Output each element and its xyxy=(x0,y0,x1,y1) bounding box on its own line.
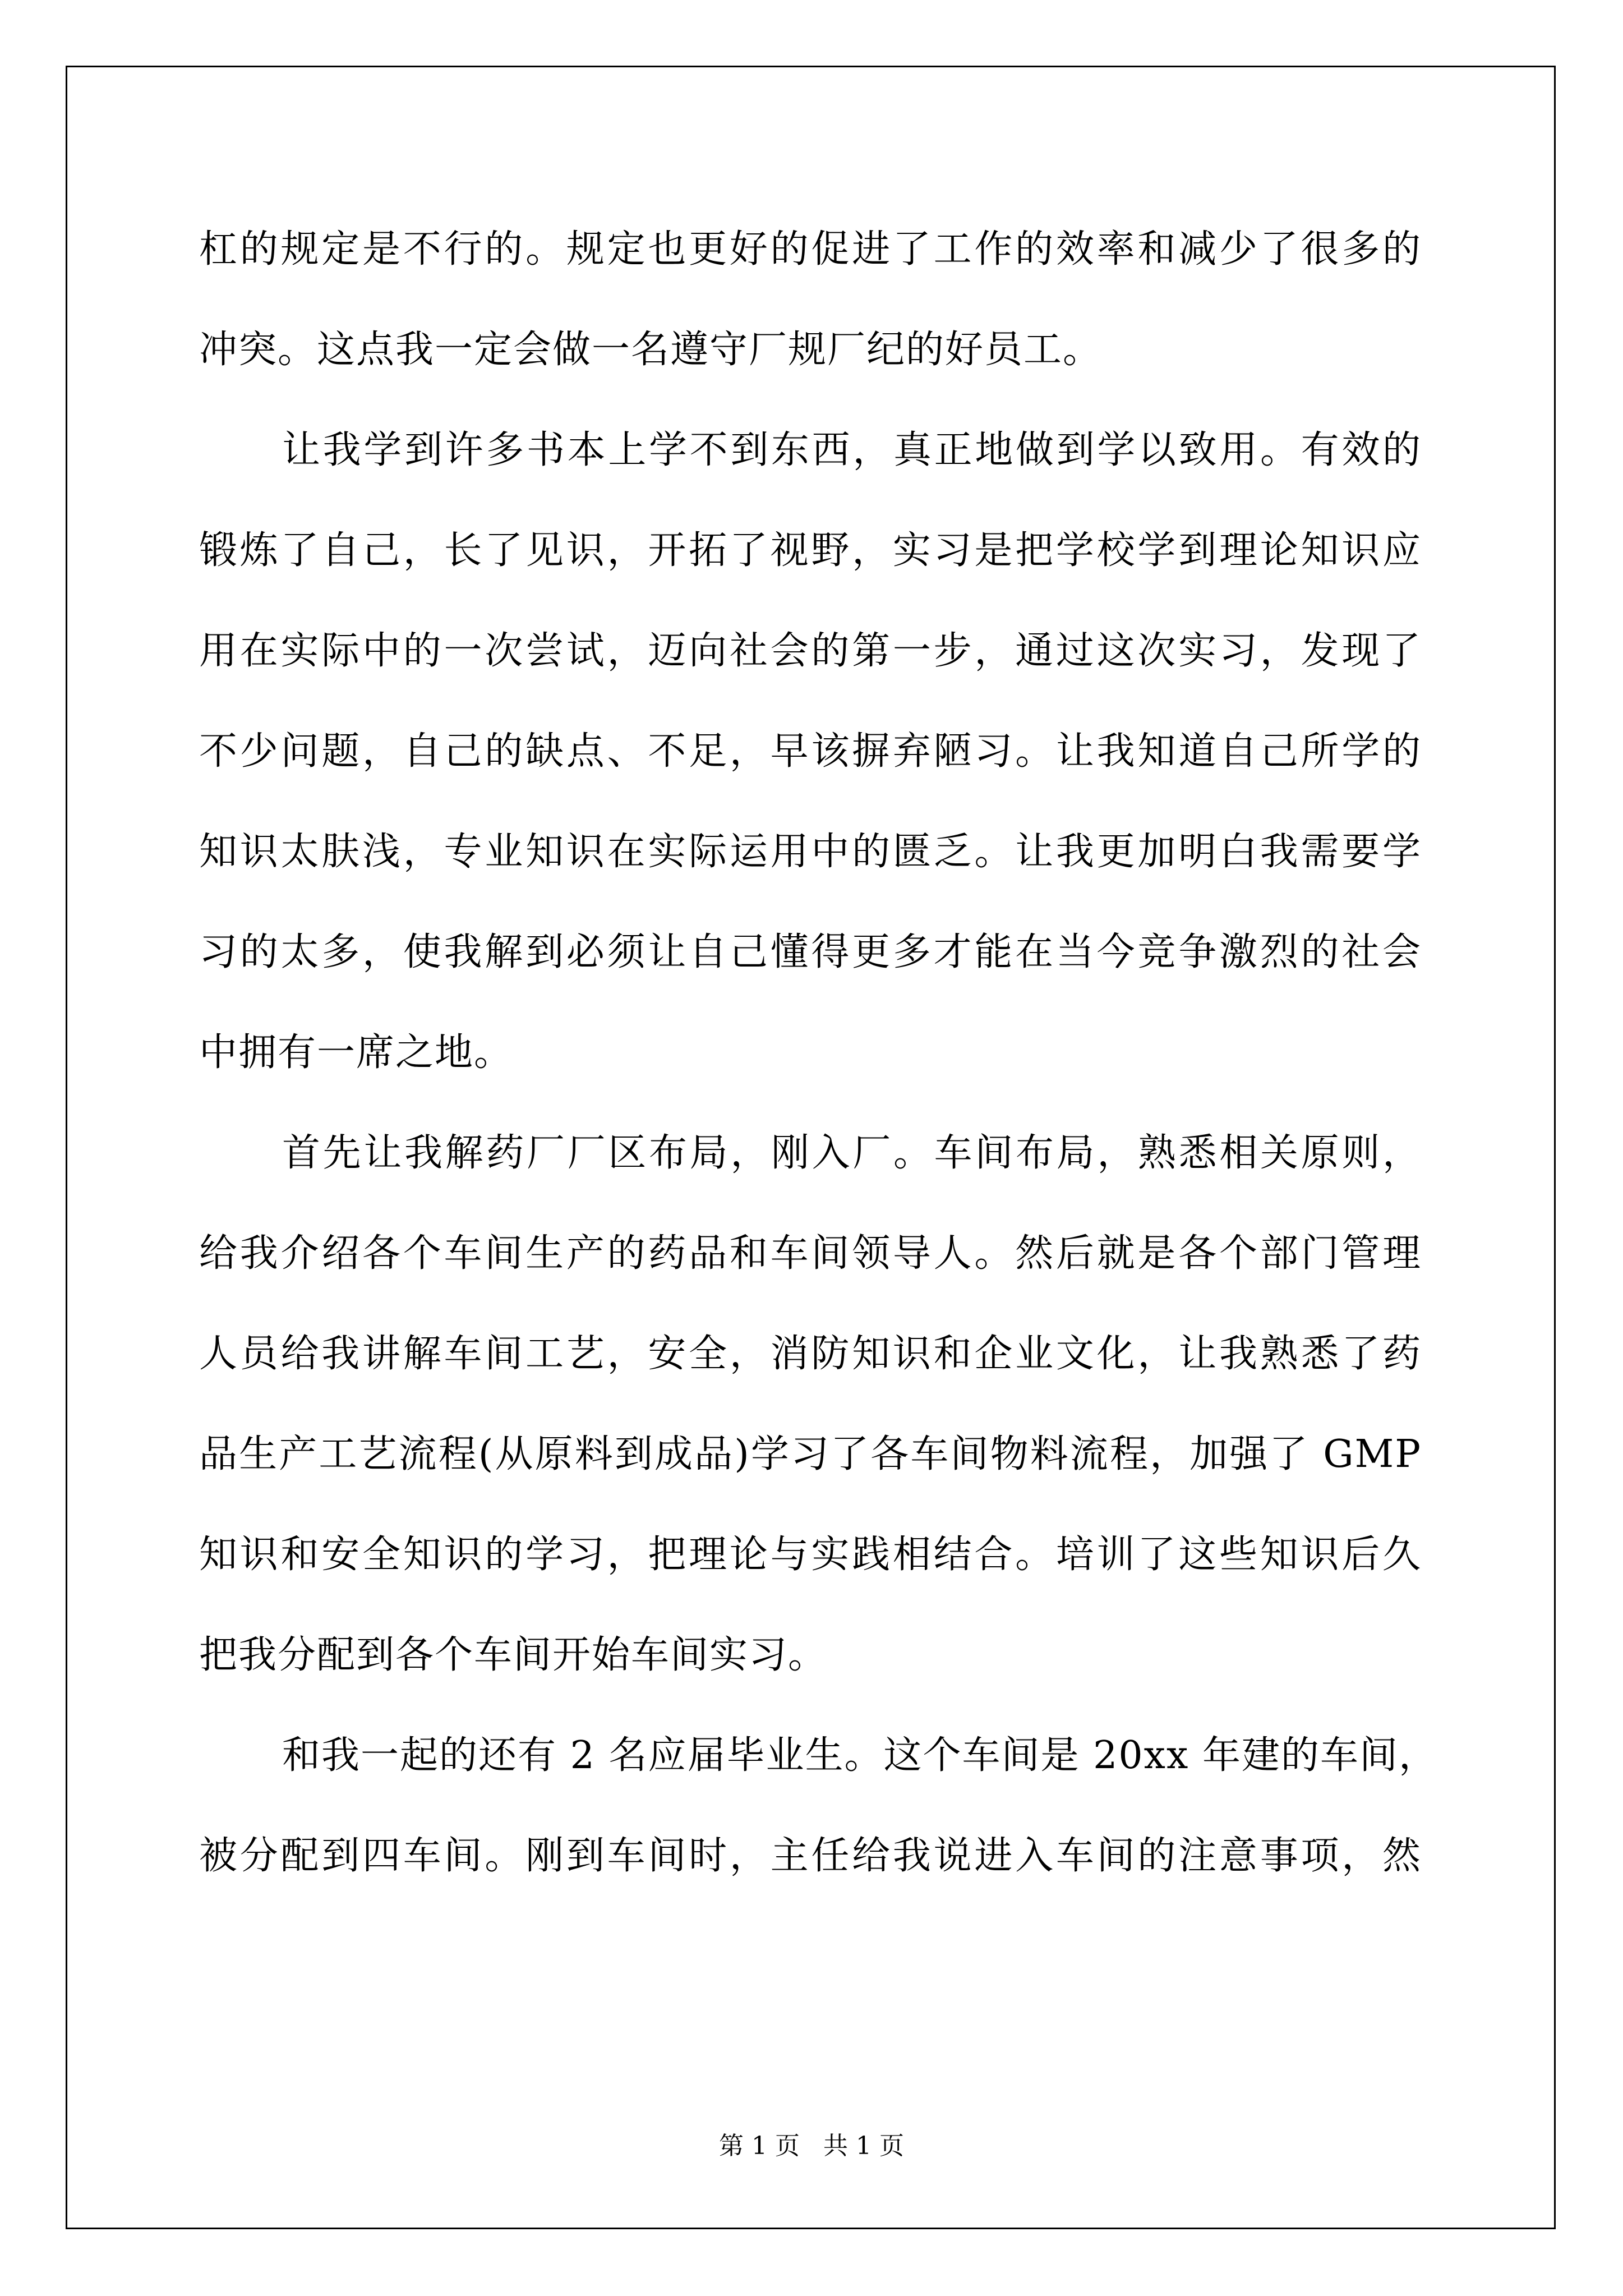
text-line: 冲突。这点我一定会做一名遵守厂规厂纪的好员工。 xyxy=(199,328,1103,372)
text-line: 首先让我解药厂厂区布局，刚入厂。车间布局，熟悉相关原则， xyxy=(282,1131,1422,1175)
page-footer: 第 1 页 共 1 页 xyxy=(719,2132,904,2160)
text-line: 把我分配到各个车间开始车间实习。 xyxy=(199,1633,828,1677)
text-line: 知识太肤浅，专业知识在实际运用中的匮乏。让我更加明白我需要学 xyxy=(199,830,1422,874)
text-line: 习的太多，使我解到必须让自己懂得更多才能在当今竞争激烈的社会 xyxy=(199,930,1422,974)
text-line: 锻炼了自己，长了见识，开拓了视野，实习是把学校学到理论知识应 xyxy=(199,528,1422,573)
text-line: 人员给我讲解车间工艺，安全，消防知识和企业文化，让我熟悉了药 xyxy=(199,1332,1422,1376)
document-body xyxy=(199,199,1438,1906)
text-line: 让我学到许多书本上学不到东西，真正地做到学以致用。有效的 xyxy=(282,428,1422,472)
text-line: 知识和安全知识的学习，把理论与实践相结合。培训了这些知识后久 xyxy=(199,1533,1422,1577)
text-line: 被分配到四车间。刚到车间时，主任给我说进入车间的注意事项，然 xyxy=(199,1834,1422,1878)
text-line: 品生产工艺流程(从原料到成品)学习了各车间物料流程，加强了 GMP xyxy=(199,1432,1422,1476)
text-line: 给我介绍各个车间生产的药品和车间领导人。然后就是各个部门管理 xyxy=(199,1231,1422,1276)
text-line: 用在实际中的一次尝试，迈向社会的第一步，通过这次实习，发现了 xyxy=(199,629,1422,673)
text-line: 杠的规定是不行的。规定也更好的促进了工作的效率和减少了很多的 xyxy=(199,227,1422,272)
text-line: 不少问题，自己的缺点、不足，早该摒弃陋习。让我知道自己所学的 xyxy=(199,729,1422,774)
text-line: 中拥有一席之地。 xyxy=(199,1030,514,1075)
text-line: 和我一起的还有 2 名应届毕业生。这个车间是 20xx 年建的车间， xyxy=(282,1733,1438,1778)
